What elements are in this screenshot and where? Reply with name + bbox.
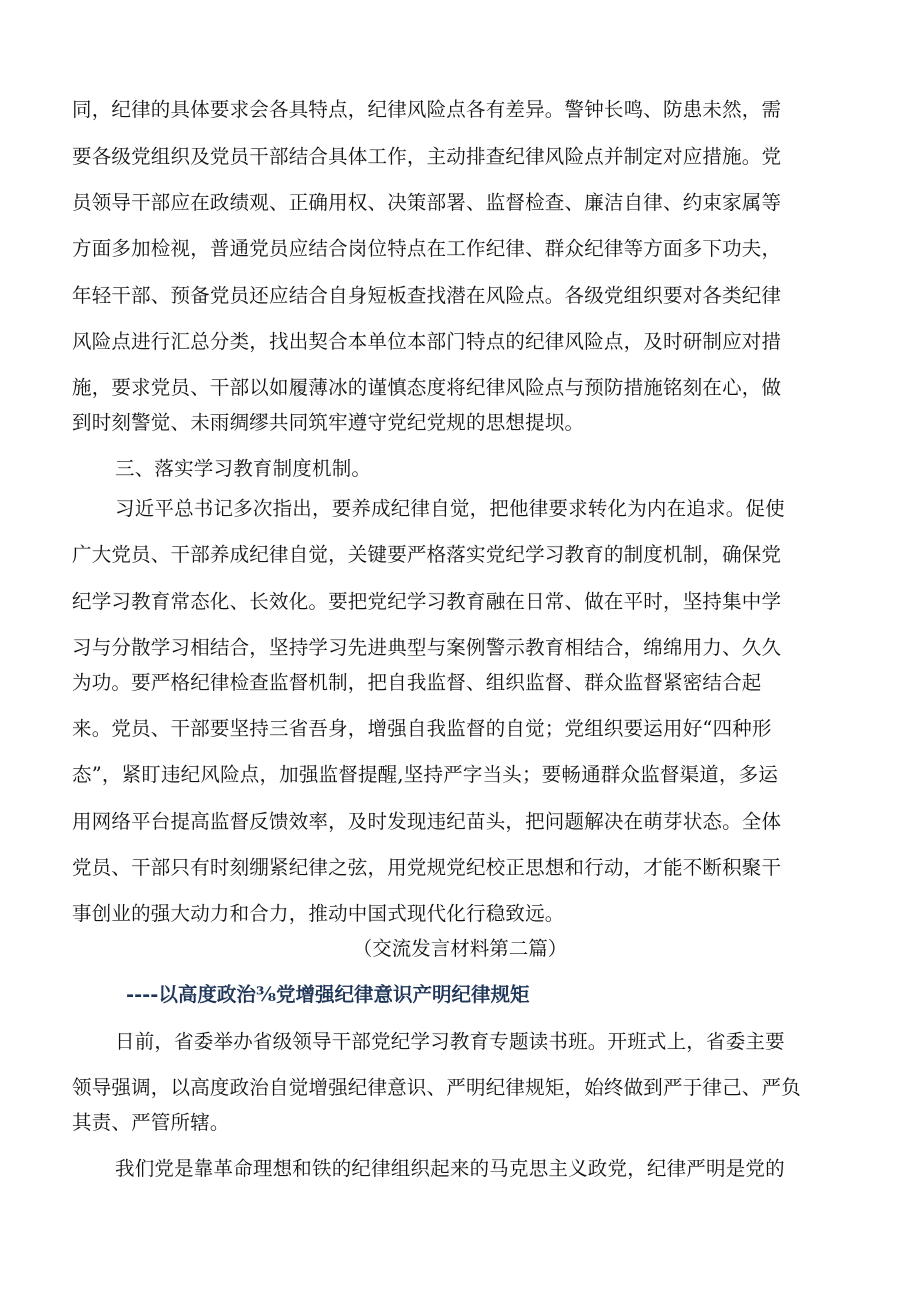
para1-line: 要各级党组织及党员干部结合具体工作，主动排查纪律风险点并制定对应措施。党 xyxy=(72,145,782,168)
para2-line: 习近平总书记多次指出，要养成纪律自觉，把他律要求转化为内在追求。促使 xyxy=(115,497,785,520)
para2-line: 事创业的强大动力和合力，推动中国式现代化行稳致远。 xyxy=(72,902,565,925)
para1-line: 到时刻警觉、未雨绸缪共同筑牢遵守党纪党规的思想提坝。 xyxy=(72,411,585,434)
para1-line: 同，纪律的具体要求会各具特点，纪律风险点各有差异。警钟长鸣、防患未然，需 xyxy=(72,98,782,121)
para2-line: 态”，紧盯违纪风险点，加强监督提醒,坚持严字当头；要畅通群众监督渠道，多运 xyxy=(72,763,779,786)
para1-line: 员领导干部应在政绩观、正确用权、决策部署、监督检查、廉洁自律、约束家属等 xyxy=(72,191,782,214)
para2-line: 纪学习教育常态化、长效化。要把党纪学习教育融在日常、做在平时，坚持集中学 xyxy=(72,590,782,613)
para2-line: 用网络平台提高监督反馈效率，及时发现违纪苗头，把问题解决在萌芽状态。全体 xyxy=(72,810,782,833)
para1-line: 方面多加检视，普通党员应结合岗位特点在工作纪律、群众纪律等方面多下功夫， xyxy=(72,237,782,260)
para3-line: 日前，省委举办省级领导干部党纪学习教育专题读书班。开班式上，省委主要 xyxy=(115,1030,785,1053)
para1-line: 风险点进行汇总分类，找出契合本单位本部门特点的纪律风险点，及时研制应对措 xyxy=(72,330,782,353)
section-heading: 三、落实学习教育制度机制。 xyxy=(115,457,372,480)
para2-line: 为功。要严格纪律检查监督机制，把自我监督、组织监督、群众监督紧密结合起 xyxy=(72,671,762,694)
para3-line: 其责、严管所辖。 xyxy=(72,1111,230,1134)
para1-line: 施，要求党员、干部以如履薄冰的谨慎态度将纪律风险点与预防措施铭刻在心，做 xyxy=(72,376,782,399)
para2-line: 习与分散学习相结合，坚持学习先进典型与案例警示教育相结合，绵绵用力、久久 xyxy=(72,636,782,659)
para2-line: 来。党员、干部要坚持三省吾身，增强自我监督的自觉；党组织要运用好“四种形 xyxy=(72,717,772,740)
para2-line: 党员、干部只有时刻绷紧纪律之弦，用党规党纪校正思想和行动，才能不断积聚干 xyxy=(72,856,782,879)
para2-line: 广大党员、干部养成纪律自觉，关键要严格落实党纪学习教育的制度机制，确保党 xyxy=(72,543,782,566)
section-title: （交流发言材料第二篇） xyxy=(352,937,568,960)
para3-line: 领导强调，以高度政治自觉增强纪律意识、严明纪律规矩，始终做到严于律己、严负 xyxy=(72,1076,801,1099)
para1-line: 年轻干部、预备党员还应结合自身短板查找潜在风险点。各级党组织要对各类纪律 xyxy=(72,284,782,307)
article-subtitle: ----以高度政治⅜党增强纪律意识产明纪律规矩 xyxy=(126,983,530,1006)
para4-line: 我们党是靠革命理想和铁的纪律组织起来的马克思主义政党，纪律严明是党的 xyxy=(115,1157,785,1180)
